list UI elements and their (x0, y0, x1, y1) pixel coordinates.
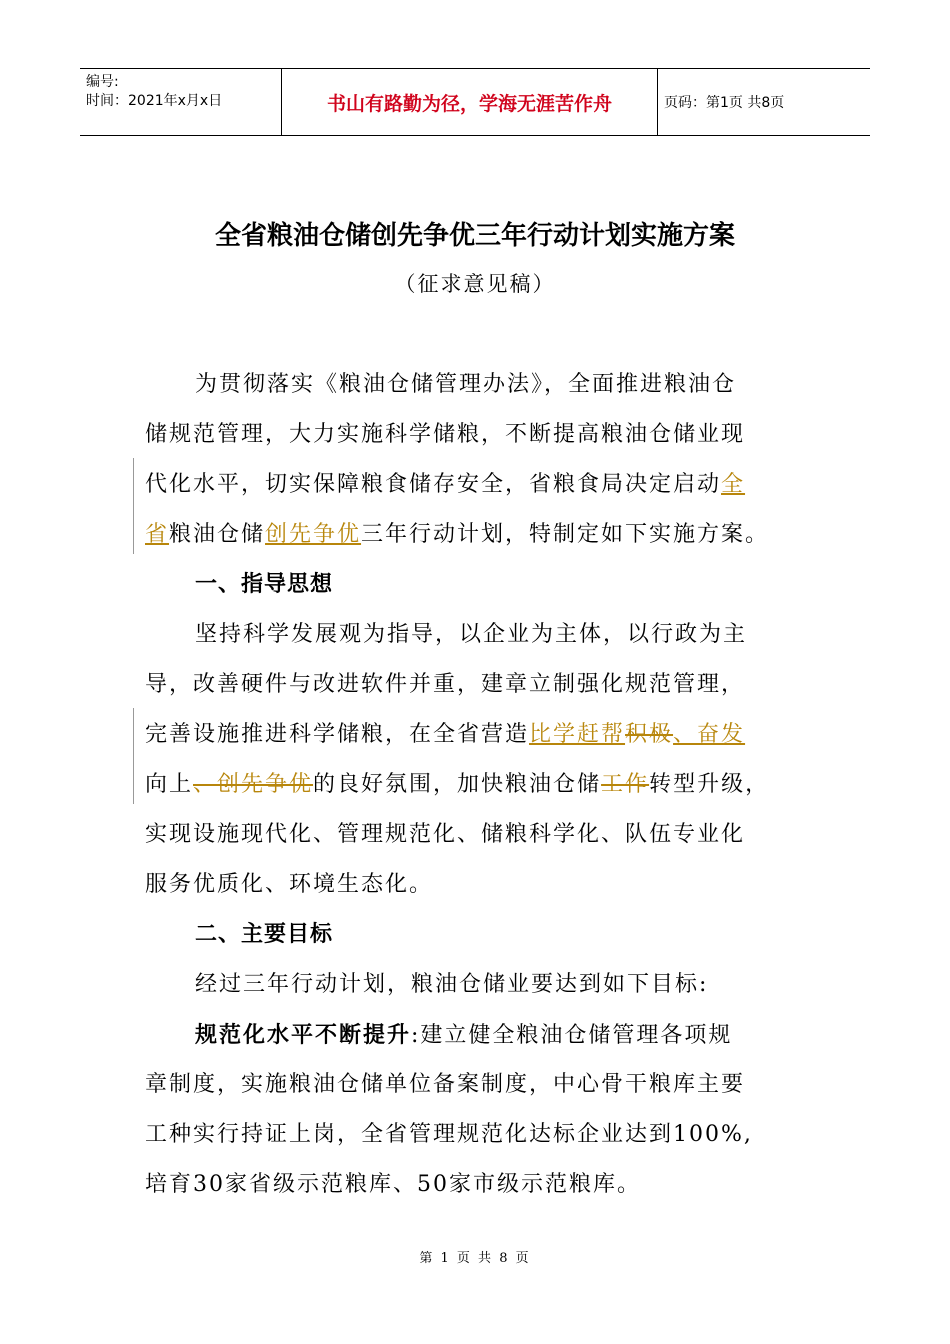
text-run: 三年行动计划，特制定如下实施方案。 (361, 522, 770, 547)
text-run: 的良好氛围，加快粮油仓储 (313, 772, 602, 797)
tracked-deletion: 工作 (601, 772, 650, 797)
tracked-deletion: 、创先争优 (193, 772, 314, 797)
paragraph-line (145, 710, 810, 760)
paragraph-line (145, 760, 810, 810)
paragraph-line: 章制度，实施粮油仓储单位备案制度，中心骨干粮库主要 (145, 1072, 746, 1097)
header-motto: 书山有路勤为径，学海无涯苦作舟 (282, 69, 658, 135)
paragraph-line: 实现设施现代化、管理规范化、储粮科学化、队伍专业化 (145, 822, 746, 847)
header-meta (80, 69, 282, 135)
paragraph-line: 储规范管理，大力实施科学储粮，不断提高粮油仓储业现 (145, 422, 746, 447)
goal-lead: 规范化水平不断提升 (195, 1022, 412, 1048)
revision-change-bar (133, 708, 134, 804)
text-run: 代化水平，切实保障粮食储存安全，省粮食局决定启动 (145, 472, 722, 497)
document-title: 全省粮油仓储创先争优三年行动计划实施方案 (214, 221, 735, 251)
document-subtitle: （征求意见稿） (394, 272, 556, 296)
text-run: 完善设施推进科学储粮，在全省营造 (145, 722, 530, 747)
page-footer: 第 1 页 共 8 页 (419, 1251, 531, 1266)
paragraph-line (145, 1010, 810, 1060)
tracked-insertion: 创先争优 (265, 522, 362, 547)
paragraph-line (145, 460, 810, 510)
section-heading: 一、指导思想 (195, 572, 334, 597)
text-run: :建立健全粮油仓储管理各项规 (411, 1023, 733, 1048)
document-number-label: 编号: (86, 74, 119, 90)
tracked-insertion: 省 (145, 522, 170, 547)
tracked-insertion: 、奋发 (673, 722, 746, 747)
document-body (145, 360, 810, 1210)
paragraph-line: 经过三年行动计划，粮油仓储业要达到如下目标: (195, 972, 709, 997)
section-heading: 二、主要目标 (195, 922, 334, 947)
document-time-label: 时间：2021年x月x日 (86, 93, 223, 109)
paragraph-line: 导，改善硬件与改进软件并重，建章立制强化规范管理， (145, 672, 746, 697)
revision-change-bar (133, 458, 134, 554)
text-run: 向上 (145, 772, 194, 797)
header-page-label: 页码：第1页 共8页 (664, 95, 785, 111)
paragraph-line: 为贯彻落实《粮油仓储管理办法》，全面推进粮油仓 (195, 372, 737, 397)
paragraph-line: 工种实行持证上岗，全省管理规范化达标企业达到100%, (145, 1122, 753, 1147)
paragraph-line: 服务优质化、环境生态化。 (145, 872, 434, 897)
paragraph-line: 坚持科学发展观为指导，以企业为主体，以行政为主 (195, 622, 748, 647)
paragraph-line (145, 510, 810, 560)
text-run: 粮油仓储 (169, 522, 266, 547)
paragraph-line: 培育30家省级示范粮库、50家市级示范粮库。 (145, 1172, 641, 1197)
tracked-insertion: 比学赶帮 (529, 722, 626, 747)
text-run: 转型升级， (649, 772, 770, 797)
tracked-insertion: 全 (721, 472, 746, 497)
tracked-deletion: 积极 (625, 722, 674, 747)
page-header (80, 68, 870, 136)
